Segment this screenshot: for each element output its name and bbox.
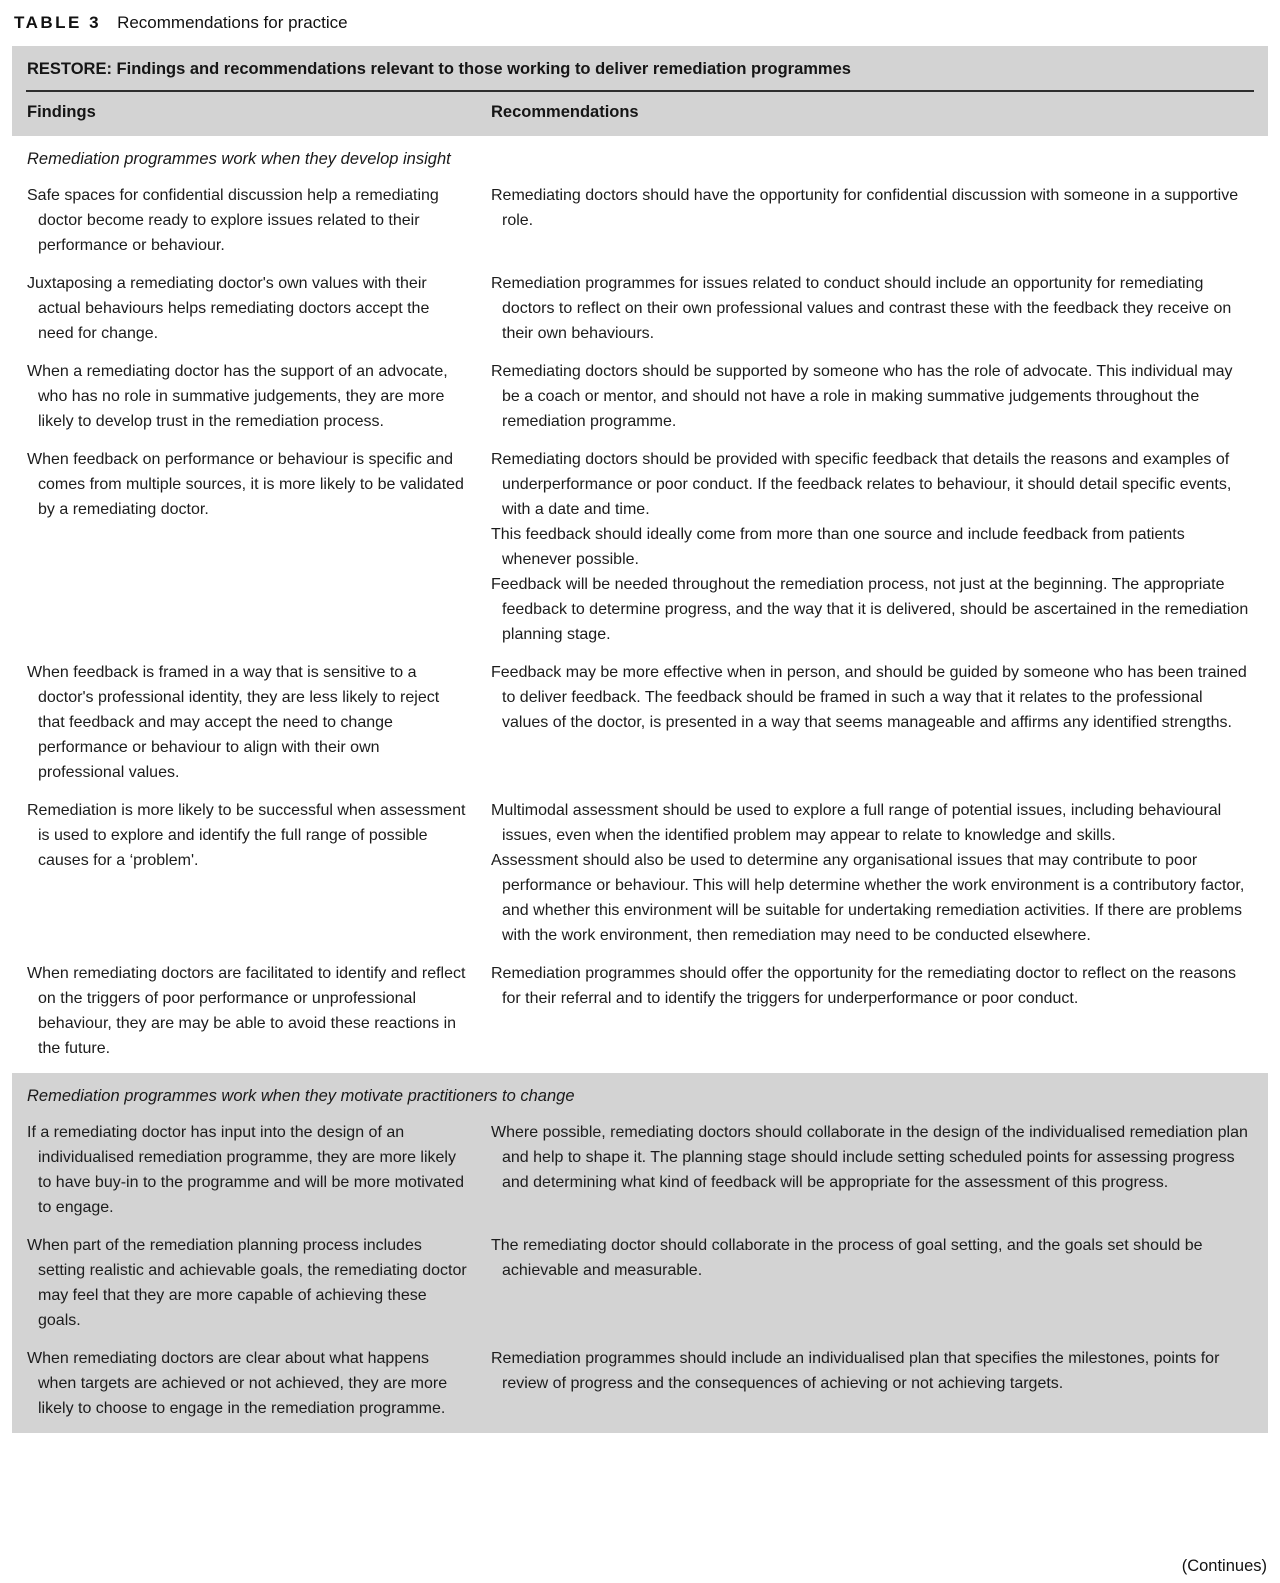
- recommendation-cell: [491, 183, 1250, 258]
- finding-text: When feedback on performance or behaviour is specific and comes from multiple sources, it is more likely to be validated by a remediating doctor.: [27, 451, 464, 518]
- table-row: [27, 447, 1250, 647]
- finding-text: Juxtaposing a remediating doctor's own values with their actual behaviours helps remediating doctors accept the need for change.: [27, 275, 430, 342]
- finding-text: If a remediating doctor has input into the design of an individualised remediation programme, they are more likely to have buy-in to the programme and will be more motivated to engage.: [27, 1124, 464, 1216]
- table-row: [27, 1233, 1250, 1333]
- recommendation-cell: [491, 271, 1250, 346]
- recommendation-paragraph: Remediation programmes should include an individualised plan that specifies the milestones, points for review of progress and the consequences of achieving or not achieving targets.: [491, 1350, 1220, 1392]
- recommendation-paragraph: Where possible, remediating doctors should collaborate in the design of the individualised remediation plan and help to shape it. The planning stage should include setting scheduled points for assessing progress and determining what kind of feedback will be appropriate for the assessment of this progress.: [491, 1124, 1248, 1191]
- table-title: [0, 0, 1280, 46]
- finding-text: Remediation is more likely to be successful when assessment is used to explore and identify the full range of possible causes for a ‘problem'.: [27, 802, 466, 869]
- section-header: Remediation programmes work when they develop insight: [27, 150, 451, 168]
- recommendation-paragraph: Remediating doctors should be provided with specific feedback that details the reasons and examples of underperformance or poor conduct. If the feedback relates to behaviour, it should detail specific events, with a date and time.: [491, 451, 1232, 518]
- recommendation-cell: [491, 798, 1250, 948]
- finding-cell: [27, 1346, 491, 1421]
- recommendation-cell: [491, 1120, 1250, 1220]
- finding-cell: [27, 961, 491, 1061]
- finding-text: When part of the remediation planning process includes setting realistic and achievable goals, the remediating doctor may feel that they are more capable of achieving these goals.: [27, 1237, 467, 1329]
- recommendation-paragraph: Feedback will be needed throughout the remediation process, not just at the beginning. The appropriate feedback to determine progress, and the way that it is delivered, should be ascertained in the remediation planning stage.: [491, 576, 1249, 643]
- recommendation-cell: [491, 961, 1250, 1061]
- finding-cell: [27, 359, 491, 434]
- finding-text: When remediating doctors are clear about what happens when targets are achieved or not achieved, they are more likely to choose to engage in the remediation programme.: [27, 1350, 448, 1417]
- table-row: [27, 961, 1250, 1061]
- recommendation-paragraph: Remediating doctors should have the opportunity for confidential discussion with someone in a supportive role.: [491, 187, 1239, 229]
- recommendation-paragraph: The remediating doctor should collaborate in the process of goal setting, and the goals set should be achievable and measurable.: [491, 1237, 1203, 1279]
- column-header-findings: Findings: [27, 103, 96, 121]
- recommendation-paragraph: This feedback should ideally come from more than one source and include feedback from patients whenever possible.: [491, 526, 1185, 568]
- recommendation-cell: [491, 1346, 1250, 1421]
- finding-cell: [27, 271, 491, 346]
- table-banner: RESTORE: Findings and recommendations relevant to those working to deliver remediation programmes: [27, 60, 851, 78]
- recommendation-paragraph: Multimodal assessment should be used to explore a full range of potential issues, including behavioural issues, even when the identified problem may appear to relate to knowledge and skills.: [491, 802, 1222, 844]
- recommendation-cell: [491, 447, 1250, 647]
- table-section: [12, 136, 1268, 1073]
- table-row: [27, 798, 1250, 948]
- table-row: [27, 359, 1250, 434]
- section-header: Remediation programmes work when they motivate practitioners to change: [27, 1087, 575, 1105]
- table-row: [27, 271, 1250, 346]
- recommendation-paragraph: Feedback may be more effective when in person, and should be guided by someone who has been trained to deliver feedback. The feedback should be framed in such a way that it relates to the professional values of the doctor, is presented in a way that seems manageable and affirms any identified strengths.: [491, 664, 1247, 731]
- recommendation-paragraph: Remediating doctors should be supported by someone who has the role of advocate. This individual may be a coach or mentor, and should not have a role in making summative judgements throughout the remediation programme.: [491, 363, 1233, 430]
- finding-cell: [27, 183, 491, 258]
- table-body: [12, 136, 1268, 1433]
- table-row: [27, 1120, 1250, 1220]
- finding-text: When feedback is framed in a way that is sensitive to a doctor's professional identity, they are less likely to reject that feedback and may accept the need to change performance or behaviour to align with their own professional values.: [27, 664, 440, 781]
- finding-text: When remediating doctors are facilitated to identify and reflect on the triggers of poor performance or unprofessional behaviour, they are may be able to avoid these reactions in the future.: [27, 965, 466, 1057]
- table-row: [27, 1346, 1250, 1421]
- recommendation-cell: [491, 359, 1250, 434]
- finding-text: When a remediating doctor has the support of an advocate, who has no role in summative judgements, they are more likely to develop trust in the remediation process.: [27, 363, 448, 430]
- table-section: [12, 1073, 1268, 1433]
- recommendation-cell: [491, 1233, 1250, 1333]
- recommendation-paragraph: Assessment should also be used to determine any organisational issues that may contribute to poor performance or behaviour. This will help determine whether the work environment is a contributory factor, and whether this environment will be suitable for undertaking remediation activities. If there are problems with the work environment, then remediation may need to be conducted elsewhere.: [491, 852, 1245, 944]
- finding-cell: [27, 1233, 491, 1333]
- recommendations-table: [12, 46, 1268, 1433]
- table-row: [27, 660, 1250, 785]
- recommendation-paragraph: Remediation programmes for issues related to conduct should include an opportunity for remediating doctors to reflect on their own professional values and contrast these with the feedback they receive on their own behaviours.: [491, 275, 1232, 342]
- continues-note: (Continues): [1181, 1557, 1267, 1575]
- column-header-recommendations: Recommendations: [491, 103, 639, 121]
- table-number-label: TABLE 3: [14, 13, 102, 32]
- column-header-row: [12, 92, 1268, 136]
- recommendation-cell: [491, 660, 1250, 785]
- finding-cell: [27, 1120, 491, 1220]
- table-header-band: [12, 46, 1268, 136]
- finding-text: Safe spaces for confidential discussion help a remediating doctor become ready to explore issues related to their performance or behaviour.: [27, 187, 439, 254]
- table-row: [27, 183, 1250, 258]
- finding-cell: [27, 798, 491, 948]
- table-caption: Recommendations for practice: [117, 13, 348, 32]
- finding-cell: [27, 447, 491, 647]
- recommendation-paragraph: Remediation programmes should offer the opportunity for the remediating doctor to reflect on the reasons for their referral and to identify the triggers for underperformance or poor conduct.: [491, 965, 1237, 1007]
- finding-cell: [27, 660, 491, 785]
